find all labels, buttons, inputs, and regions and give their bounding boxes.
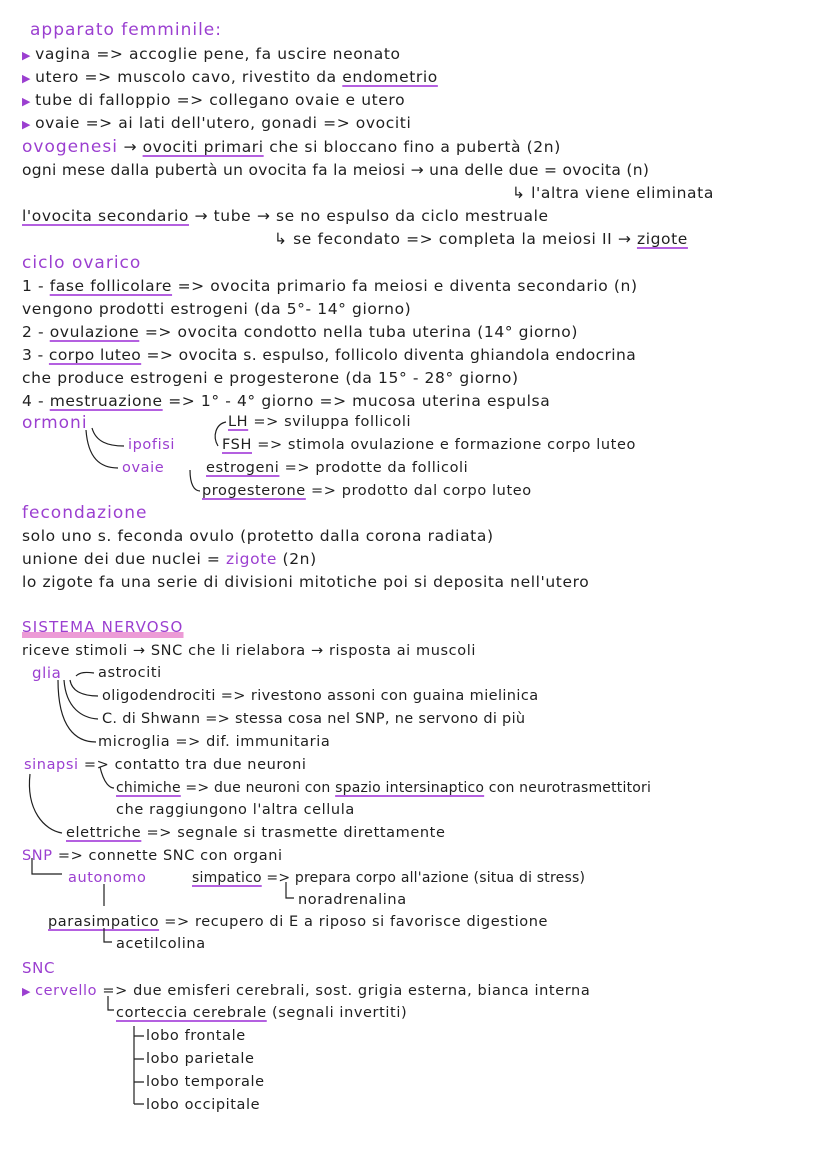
label-glia: glia <box>32 664 62 682</box>
note-line: corteccia cerebrale (segnali invertiti) <box>116 1005 408 1021</box>
note-line: sinapsi => contatto tra due neuroni <box>24 757 307 773</box>
note-line: 4 - mestruazione => 1° - 4° giorno => mucosa uterina espulsa <box>22 392 551 410</box>
arrow-ormoni-ovaie <box>86 430 118 468</box>
note-line: ↳ l'altra viene eliminata <box>512 184 714 202</box>
note-line: ▶ cervello => due emisferi cerebrali, sost. grigia esterna, bianca interna <box>22 983 591 999</box>
arrow-glia-3 <box>64 680 98 719</box>
note-line: progesterone => prodotto dal corpo luteo <box>202 483 532 499</box>
label-ipofisi: ipofisi <box>128 437 176 453</box>
note-line: solo uno s. feconda ovulo (protetto dalla corona radiata) <box>22 527 494 545</box>
note-line: astrociti <box>98 665 162 681</box>
note-line: FSH => stimola ovulazione e formazione corpo luteo <box>222 437 636 453</box>
note-line: estrogeni => prodotte da follicoli <box>206 460 469 476</box>
note-line: parasimpatico => recupero di E a riposo si favorisce digestione <box>48 914 549 930</box>
note-line: oligodendrociti => rivestono assoni con guaina mielinica <box>102 688 539 704</box>
note-line: chimiche => due neuroni con spazio intersinaptico con neurotrasmettitori <box>116 780 652 796</box>
note-line: che raggiungono l'altra cellula <box>116 802 355 818</box>
label-ovaie: ovaie <box>122 460 165 476</box>
bullet-icon: ▶ <box>22 95 32 108</box>
note-line: ogni mese dalla pubertà un ovocita fa la meiosi → una delle due = ovocita (n) <box>22 161 650 179</box>
note-line: LH => sviluppa follicoli <box>228 414 412 430</box>
arrow-progesterone <box>190 470 200 491</box>
note-line: vengono prodotti estrogeni (da 5°- 14° giorno) <box>22 300 412 318</box>
section-title-cycle: ciclo ovarico <box>22 253 142 273</box>
section-title-female: apparato femminile: <box>30 20 222 40</box>
note-line: SNP => connette SNC con organi <box>22 848 283 864</box>
note-line: lo zigote fa una serie di divisioni mitotiche poi si deposita nell'utero <box>22 573 590 591</box>
section-title-fertilization: fecondazione <box>22 503 148 523</box>
note-line: l'ovocita secondario → tube → se no espulso da ciclo mestruale <box>22 207 549 225</box>
list-item: lobo parietale <box>146 1051 255 1067</box>
label-autonomo: autonomo <box>68 870 147 886</box>
arrow-glia-1 <box>76 672 94 676</box>
list-item: lobo temporale <box>146 1074 265 1090</box>
note-line: che produce estrogeni e progesterone (da 15° - 28° giorno) <box>22 369 519 387</box>
note-line: microglia => dif. immunitaria <box>98 734 331 750</box>
note-line: C. di Shwann => stessa cosa nel SNP, ne servono di più <box>102 711 526 727</box>
note-line: acetilcolina <box>116 936 206 952</box>
note-line: 3 - corpo luteo => ovocita s. espulso, follicolo diventa ghiandola endocrina <box>22 346 637 364</box>
note-line: 2 - ovulazione => ovocita condotto nella tuba uterina (14° giorno) <box>22 323 578 341</box>
note-line: riceve stimoli → SNC che li rielabora → risposta ai muscoli <box>22 643 476 659</box>
note-line: simpatico => prepara corpo all'azione (situa di stress) <box>192 870 586 886</box>
note-line: ▶ vagina => accoglie pene, fa uscire neonato <box>22 45 401 63</box>
section-title-snc: SNC <box>22 959 56 977</box>
bullet-icon: ▶ <box>22 985 32 998</box>
arrow-glia-2 <box>70 680 98 696</box>
arrow-glia-4 <box>58 680 96 742</box>
note-line: unione dei due nuclei = zigote (2n) <box>22 550 317 568</box>
note-line: ▶ utero => muscolo cavo, rivestito da endometrio <box>22 68 438 86</box>
bullet-icon: ▶ <box>22 72 32 85</box>
note-line: 1 - fase follicolare => ovocita primario fa meiosi e diventa secondario (n) <box>22 277 638 295</box>
section-title-nervous: SISTEMA NERVOSO <box>22 618 184 636</box>
list-item: lobo occipitale <box>146 1097 261 1113</box>
bullet-icon: ▶ <box>22 49 32 62</box>
note-line: ▶ ovaie => ai lati dell'utero, gonadi => ovociti <box>22 114 412 132</box>
bullet-icon: ▶ <box>22 118 32 131</box>
note-line: noradrenalina <box>298 892 407 908</box>
note-line: ↳ se fecondato => completa la meiosi II → zigote <box>274 230 688 248</box>
note-line: elettriche => segnale si trasmette direttamente <box>66 825 446 841</box>
note-line: ▶ tube di falloppio => collegano ovaie e utero <box>22 91 406 109</box>
arrow-ormoni <box>92 428 124 446</box>
arrow-elettriche <box>29 774 62 833</box>
section-title-hormones: ormoni <box>22 413 88 433</box>
note-line: ovogenesi → ovociti primari che si bloccano fino a pubertà (2n) <box>22 137 561 157</box>
list-item: lobo frontale <box>146 1028 246 1044</box>
tree-lobes <box>134 1026 144 1104</box>
